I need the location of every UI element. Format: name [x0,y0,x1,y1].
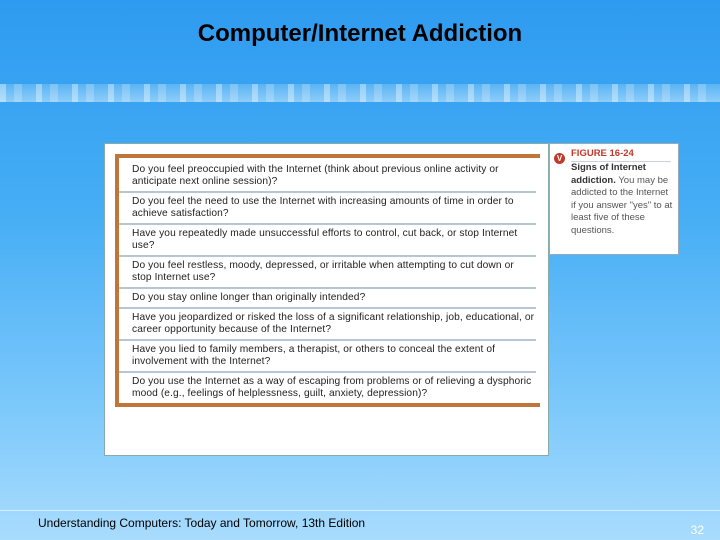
list-item: Do you use the Internet as a way of escaping from problems or of relieving a dysphoric mood (e.g., feelings of helplessness, guilt, anxiety, depression)? [132,376,532,399]
figure-caption [549,143,679,255]
figure-title [571,162,675,237]
footer-divider [0,510,720,511]
list-item: Have you repeatedly made unsuccessful efforts to control, cut back, or stop Internet use? [115,225,536,257]
figure-label: FIGURE 16-24 [571,148,634,159]
list-item: Do you feel restless, moody, depressed, or irritable when attempting to cut down or stop Internet use? [115,257,536,289]
header-banner [0,84,720,102]
figure-title-text: You may be addicted to the Internet if you answer "yes" to at least five of these questions. [571,174,673,236]
list-item: Do you feel preoccupied with the Internet (think about previous online activity or anticipate next online session)? [115,158,536,193]
figure-title-bold: Signs of Internet addiction. [571,162,646,186]
question-list [115,154,540,407]
slide-title: Computer/Internet Addiction [197,20,523,47]
page-number: 32 [690,523,704,537]
figure-panel [104,143,549,456]
list-item: Do you feel the need to use the Internet with increasing amounts of time in order to achieve satisfaction? [115,193,536,225]
list-item: Do you stay online longer than originally intended? [115,289,536,309]
footer-text: Understanding Computers: Today and Tomorrow, 13th Edition [38,516,366,530]
vocabulary-v-icon: V [554,153,565,164]
list-item: Have you lied to family members, a therapist, or others to conceal the extent of involvement with the Internet? [115,341,536,373]
list-item: Have you jeopardized or risked the loss of a significant relationship, job, educational, or career opportunity because of the Internet? [115,309,536,341]
